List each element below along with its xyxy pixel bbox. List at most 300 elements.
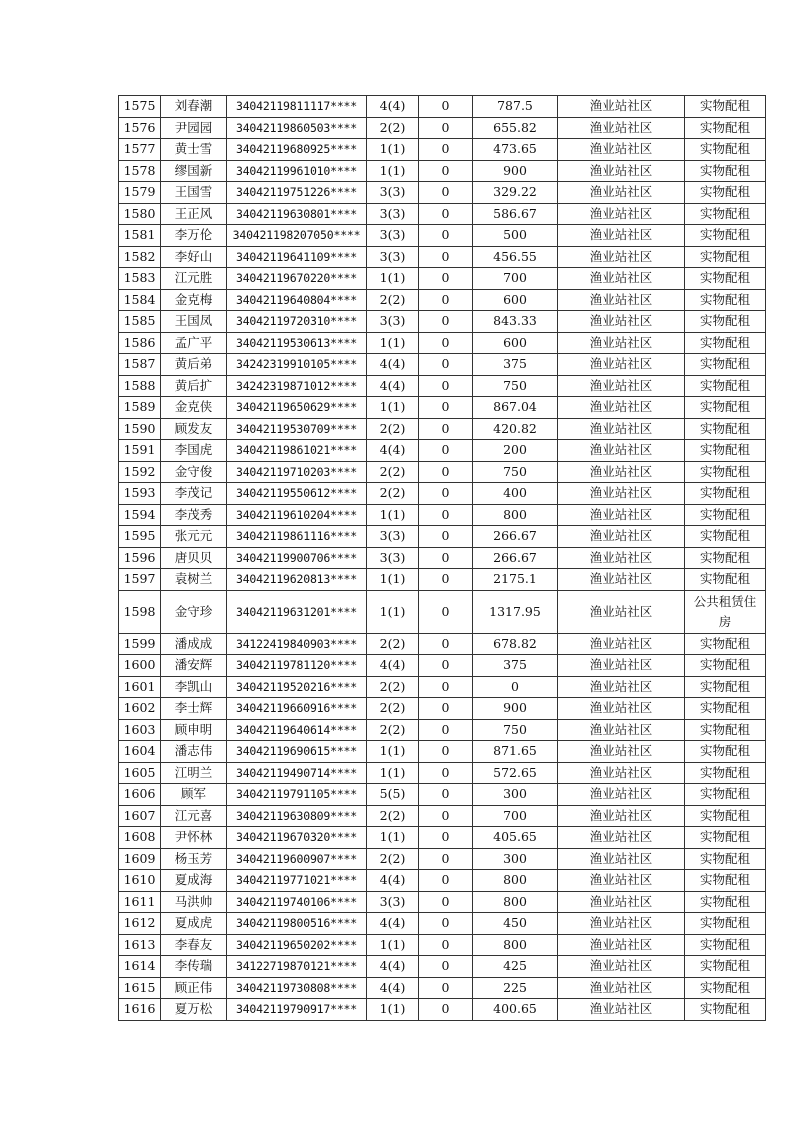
table-row (119, 354, 766, 376)
amount-cell: 375 (473, 354, 558, 376)
household-size-cell: 3(3) (367, 225, 419, 247)
name-cell: 李春友 (161, 934, 227, 956)
zero-column-cell: 0 (419, 805, 473, 827)
amount-cell: 700 (473, 805, 558, 827)
name-cell: 潘成成 (161, 633, 227, 655)
row-number-cell: 1591 (119, 440, 161, 462)
id-number-cell: 34122419840903**** (227, 633, 367, 655)
name-cell: 顾正伟 (161, 977, 227, 999)
zero-column-cell: 0 (419, 139, 473, 161)
amount-cell: 787.5 (473, 96, 558, 118)
table-row (119, 827, 766, 849)
amount-cell: 750 (473, 461, 558, 483)
name-cell: 潘志伟 (161, 741, 227, 763)
zero-column-cell: 0 (419, 956, 473, 978)
id-number-cell: 34042119751226**** (227, 182, 367, 204)
zero-column-cell: 0 (419, 762, 473, 784)
table-row (119, 504, 766, 526)
id-number-cell: 34042119630801**** (227, 203, 367, 225)
amount-cell: 329.22 (473, 182, 558, 204)
household-size-cell: 4(4) (367, 913, 419, 935)
table-row (119, 956, 766, 978)
table-row (119, 590, 766, 633)
id-number-cell: 34042119790917**** (227, 999, 367, 1021)
table-row (119, 182, 766, 204)
table-row (119, 569, 766, 591)
allocation-type-cell: 实物配租 (685, 956, 766, 978)
household-size-cell: 4(4) (367, 96, 419, 118)
id-number-cell: 34042119631201**** (227, 590, 367, 633)
row-number-cell: 1606 (119, 784, 161, 806)
household-size-cell: 4(4) (367, 655, 419, 677)
community-cell: 渔业站社区 (558, 332, 685, 354)
id-number-cell: 34042119660916**** (227, 698, 367, 720)
allocation-type-cell: 实物配租 (685, 977, 766, 999)
id-number-cell: 34042119650629**** (227, 397, 367, 419)
name-cell: 李好山 (161, 246, 227, 268)
name-cell: 王国凤 (161, 311, 227, 333)
zero-column-cell: 0 (419, 289, 473, 311)
household-size-cell: 1(1) (367, 934, 419, 956)
amount-cell: 266.67 (473, 526, 558, 548)
amount-cell: 800 (473, 934, 558, 956)
zero-column-cell: 0 (419, 375, 473, 397)
row-number-cell: 1584 (119, 289, 161, 311)
row-number-cell: 1593 (119, 483, 161, 505)
zero-column-cell: 0 (419, 504, 473, 526)
allocation-type-cell: 实物配租 (685, 311, 766, 333)
allocation-type-cell: 实物配租 (685, 332, 766, 354)
household-size-cell: 1(1) (367, 999, 419, 1021)
allocation-type-cell: 实物配租 (685, 504, 766, 526)
amount-cell: 600 (473, 332, 558, 354)
id-number-cell: 34042119861116**** (227, 526, 367, 548)
community-cell: 渔业站社区 (558, 827, 685, 849)
household-size-cell: 2(2) (367, 117, 419, 139)
community-cell: 渔业站社区 (558, 117, 685, 139)
amount-cell: 586.67 (473, 203, 558, 225)
id-number-cell: 34042119800516**** (227, 913, 367, 935)
zero-column-cell: 0 (419, 870, 473, 892)
zero-column-cell: 0 (419, 117, 473, 139)
allocation-type-cell: 实物配租 (685, 440, 766, 462)
row-number-cell: 1589 (119, 397, 161, 419)
household-size-cell: 2(2) (367, 698, 419, 720)
id-number-cell: 34242319871012**** (227, 375, 367, 397)
household-size-cell: 1(1) (367, 569, 419, 591)
amount-cell: 1317.95 (473, 590, 558, 633)
id-number-cell: 34042119610204**** (227, 504, 367, 526)
household-size-cell: 3(3) (367, 891, 419, 913)
name-cell: 顾发友 (161, 418, 227, 440)
community-cell: 渔业站社区 (558, 440, 685, 462)
household-size-cell: 2(2) (367, 676, 419, 698)
community-cell: 渔业站社区 (558, 311, 685, 333)
name-cell: 江元喜 (161, 805, 227, 827)
community-cell: 渔业站社区 (558, 246, 685, 268)
id-number-cell: 34242319910105**** (227, 354, 367, 376)
row-number-cell: 1611 (119, 891, 161, 913)
allocation-type-cell: 实物配租 (685, 160, 766, 182)
allocation-type-cell: 实物配租 (685, 117, 766, 139)
community-cell: 渔业站社区 (558, 96, 685, 118)
id-number-cell: 340421198207050**** (227, 225, 367, 247)
zero-column-cell: 0 (419, 784, 473, 806)
table-row (119, 268, 766, 290)
zero-column-cell: 0 (419, 741, 473, 763)
row-number-cell: 1608 (119, 827, 161, 849)
zero-column-cell: 0 (419, 913, 473, 935)
name-cell: 夏成虎 (161, 913, 227, 935)
table-row (119, 160, 766, 182)
allocation-type-cell: 实物配租 (685, 805, 766, 827)
row-number-cell: 1577 (119, 139, 161, 161)
table-row (119, 375, 766, 397)
household-size-cell: 2(2) (367, 418, 419, 440)
table-row (119, 117, 766, 139)
allocation-type-cell: 实物配租 (685, 203, 766, 225)
row-number-cell: 1592 (119, 461, 161, 483)
allocation-type-cell: 实物配租 (685, 891, 766, 913)
name-cell: 李国虎 (161, 440, 227, 462)
id-number-cell: 34042119640614**** (227, 719, 367, 741)
amount-cell: 655.82 (473, 117, 558, 139)
zero-column-cell: 0 (419, 440, 473, 462)
community-cell: 渔业站社区 (558, 289, 685, 311)
amount-cell: 400 (473, 483, 558, 505)
allocation-type-cell: 实物配租 (685, 934, 766, 956)
name-cell: 黄后扩 (161, 375, 227, 397)
zero-column-cell: 0 (419, 332, 473, 354)
zero-column-cell: 0 (419, 354, 473, 376)
community-cell: 渔业站社区 (558, 182, 685, 204)
table-row (119, 999, 766, 1021)
name-cell: 李凯山 (161, 676, 227, 698)
community-cell: 渔业站社区 (558, 719, 685, 741)
row-number-cell: 1604 (119, 741, 161, 763)
community-cell: 渔业站社区 (558, 762, 685, 784)
amount-cell: 600 (473, 289, 558, 311)
zero-column-cell: 0 (419, 526, 473, 548)
zero-column-cell: 0 (419, 182, 473, 204)
zero-column-cell: 0 (419, 461, 473, 483)
community-cell: 渔业站社区 (558, 934, 685, 956)
name-cell: 张元元 (161, 526, 227, 548)
community-cell: 渔业站社区 (558, 590, 685, 633)
name-cell: 李茂记 (161, 483, 227, 505)
household-size-cell: 4(4) (367, 440, 419, 462)
community-cell: 渔业站社区 (558, 139, 685, 161)
amount-cell: 456.55 (473, 246, 558, 268)
community-cell: 渔业站社区 (558, 676, 685, 698)
id-number-cell: 34042119640804**** (227, 289, 367, 311)
zero-column-cell: 0 (419, 977, 473, 999)
household-size-cell: 2(2) (367, 483, 419, 505)
zero-column-cell: 0 (419, 848, 473, 870)
household-size-cell: 3(3) (367, 526, 419, 548)
id-number-cell: 34042119710203**** (227, 461, 367, 483)
id-number-cell: 34042119961010**** (227, 160, 367, 182)
amount-cell: 750 (473, 719, 558, 741)
allocation-type-cell: 实物配租 (685, 246, 766, 268)
name-cell: 李传瑞 (161, 956, 227, 978)
row-number-cell: 1605 (119, 762, 161, 784)
amount-cell: 375 (473, 655, 558, 677)
community-cell: 渔业站社区 (558, 418, 685, 440)
allocation-type-cell: 实物配租 (685, 96, 766, 118)
table-row (119, 526, 766, 548)
row-number-cell: 1600 (119, 655, 161, 677)
household-size-cell: 1(1) (367, 397, 419, 419)
id-number-cell: 34042119900706**** (227, 547, 367, 569)
table-row (119, 655, 766, 677)
household-size-cell: 1(1) (367, 139, 419, 161)
community-cell: 渔业站社区 (558, 784, 685, 806)
name-cell: 金守珍 (161, 590, 227, 633)
row-number-cell: 1598 (119, 590, 161, 633)
amount-cell: 266.67 (473, 547, 558, 569)
household-size-cell: 1(1) (367, 504, 419, 526)
row-number-cell: 1590 (119, 418, 161, 440)
community-cell: 渔业站社区 (558, 354, 685, 376)
name-cell: 王国雪 (161, 182, 227, 204)
table-row (119, 547, 766, 569)
amount-cell: 700 (473, 268, 558, 290)
table-row (119, 440, 766, 462)
amount-cell: 900 (473, 698, 558, 720)
amount-cell: 900 (473, 160, 558, 182)
table-row (119, 311, 766, 333)
row-number-cell: 1581 (119, 225, 161, 247)
table-row (119, 698, 766, 720)
amount-cell: 572.65 (473, 762, 558, 784)
amount-cell: 800 (473, 504, 558, 526)
allocation-type-cell: 实物配租 (685, 741, 766, 763)
household-size-cell: 4(4) (367, 977, 419, 999)
community-cell: 渔业站社区 (558, 655, 685, 677)
household-size-cell: 1(1) (367, 160, 419, 182)
household-size-cell: 2(2) (367, 719, 419, 741)
household-size-cell: 2(2) (367, 461, 419, 483)
household-size-cell: 2(2) (367, 848, 419, 870)
table-row (119, 934, 766, 956)
table-row (119, 784, 766, 806)
table-body (119, 96, 766, 1021)
table-row (119, 805, 766, 827)
row-number-cell: 1595 (119, 526, 161, 548)
allocation-type-cell: 实物配租 (685, 698, 766, 720)
community-cell: 渔业站社区 (558, 225, 685, 247)
amount-cell: 300 (473, 784, 558, 806)
table-row (119, 418, 766, 440)
allocation-type-cell: 实物配租 (685, 827, 766, 849)
zero-column-cell: 0 (419, 569, 473, 591)
zero-column-cell: 0 (419, 246, 473, 268)
name-cell: 李士辉 (161, 698, 227, 720)
name-cell: 夏成海 (161, 870, 227, 892)
household-size-cell: 3(3) (367, 311, 419, 333)
amount-cell: 678.82 (473, 633, 558, 655)
allocation-type-cell: 实物配租 (685, 676, 766, 698)
household-size-cell: 3(3) (367, 203, 419, 225)
amount-cell: 500 (473, 225, 558, 247)
row-number-cell: 1603 (119, 719, 161, 741)
amount-cell: 450 (473, 913, 558, 935)
table-row (119, 977, 766, 999)
table-row (119, 762, 766, 784)
name-cell: 杨玉芳 (161, 848, 227, 870)
allocation-type-cell: 实物配租 (685, 375, 766, 397)
zero-column-cell: 0 (419, 311, 473, 333)
community-cell: 渔业站社区 (558, 397, 685, 419)
household-size-cell: 1(1) (367, 827, 419, 849)
household-size-cell: 3(3) (367, 547, 419, 569)
amount-cell: 300 (473, 848, 558, 870)
allocation-type-cell: 实物配租 (685, 268, 766, 290)
id-number-cell: 34042119630809**** (227, 805, 367, 827)
community-cell: 渔业站社区 (558, 268, 685, 290)
row-number-cell: 1596 (119, 547, 161, 569)
amount-cell: 800 (473, 891, 558, 913)
housing-allocation-table (118, 95, 766, 1021)
amount-cell: 750 (473, 375, 558, 397)
zero-column-cell: 0 (419, 934, 473, 956)
table-row (119, 225, 766, 247)
allocation-type-cell: 实物配租 (685, 526, 766, 548)
amount-cell: 843.33 (473, 311, 558, 333)
zero-column-cell: 0 (419, 827, 473, 849)
household-size-cell: 4(4) (367, 956, 419, 978)
household-size-cell: 1(1) (367, 762, 419, 784)
table-row (119, 461, 766, 483)
table-row (119, 633, 766, 655)
community-cell: 渔业站社区 (558, 483, 685, 505)
household-size-cell: 4(4) (367, 375, 419, 397)
allocation-type-cell: 实物配租 (685, 418, 766, 440)
row-number-cell: 1610 (119, 870, 161, 892)
row-number-cell: 1594 (119, 504, 161, 526)
name-cell: 马洪帅 (161, 891, 227, 913)
row-number-cell: 1575 (119, 96, 161, 118)
name-cell: 江元胜 (161, 268, 227, 290)
id-number-cell: 34042119650202**** (227, 934, 367, 956)
amount-cell: 420.82 (473, 418, 558, 440)
zero-column-cell: 0 (419, 999, 473, 1021)
household-size-cell: 1(1) (367, 332, 419, 354)
amount-cell: 867.04 (473, 397, 558, 419)
row-number-cell: 1614 (119, 956, 161, 978)
table-row (119, 676, 766, 698)
table-row (119, 332, 766, 354)
allocation-type-cell: 实物配租 (685, 547, 766, 569)
name-cell: 袁树兰 (161, 569, 227, 591)
zero-column-cell: 0 (419, 483, 473, 505)
name-cell: 顾军 (161, 784, 227, 806)
household-size-cell: 4(4) (367, 870, 419, 892)
table-row (119, 741, 766, 763)
allocation-type-cell: 实物配租 (685, 397, 766, 419)
name-cell: 江明兰 (161, 762, 227, 784)
household-size-cell: 4(4) (367, 354, 419, 376)
name-cell: 顾申明 (161, 719, 227, 741)
allocation-type-cell: 公共租赁住房 (685, 590, 766, 633)
row-number-cell: 1609 (119, 848, 161, 870)
amount-cell: 0 (473, 676, 558, 698)
row-number-cell: 1576 (119, 117, 161, 139)
household-size-cell: 2(2) (367, 805, 419, 827)
row-number-cell: 1599 (119, 633, 161, 655)
name-cell: 孟广平 (161, 332, 227, 354)
id-number-cell: 34042119730808**** (227, 977, 367, 999)
id-number-cell: 34042119720310**** (227, 311, 367, 333)
name-cell: 王正风 (161, 203, 227, 225)
zero-column-cell: 0 (419, 397, 473, 419)
community-cell: 渔业站社区 (558, 160, 685, 182)
community-cell: 渔业站社区 (558, 891, 685, 913)
community-cell: 渔业站社区 (558, 805, 685, 827)
community-cell: 渔业站社区 (558, 870, 685, 892)
id-number-cell: 34042119811117**** (227, 96, 367, 118)
name-cell: 黄士雪 (161, 139, 227, 161)
household-size-cell: 2(2) (367, 633, 419, 655)
community-cell: 渔业站社区 (558, 526, 685, 548)
row-number-cell: 1588 (119, 375, 161, 397)
amount-cell: 405.65 (473, 827, 558, 849)
allocation-type-cell: 实物配租 (685, 139, 766, 161)
id-number-cell: 34042119550612**** (227, 483, 367, 505)
community-cell: 渔业站社区 (558, 848, 685, 870)
id-number-cell: 34042119670220**** (227, 268, 367, 290)
table-row (119, 483, 766, 505)
id-number-cell: 34042119860503**** (227, 117, 367, 139)
amount-cell: 400.65 (473, 999, 558, 1021)
household-size-cell: 5(5) (367, 784, 419, 806)
table-row (119, 870, 766, 892)
household-size-cell: 3(3) (367, 182, 419, 204)
amount-cell: 800 (473, 870, 558, 892)
name-cell: 李万伦 (161, 225, 227, 247)
row-number-cell: 1601 (119, 676, 161, 698)
zero-column-cell: 0 (419, 633, 473, 655)
row-number-cell: 1578 (119, 160, 161, 182)
community-cell: 渔业站社区 (558, 375, 685, 397)
zero-column-cell: 0 (419, 268, 473, 290)
community-cell: 渔业站社区 (558, 913, 685, 935)
community-cell: 渔业站社区 (558, 547, 685, 569)
row-number-cell: 1586 (119, 332, 161, 354)
allocation-type-cell: 实物配租 (685, 848, 766, 870)
allocation-type-cell: 实物配租 (685, 483, 766, 505)
allocation-type-cell: 实物配租 (685, 225, 766, 247)
amount-cell: 200 (473, 440, 558, 462)
row-number-cell: 1607 (119, 805, 161, 827)
household-size-cell: 1(1) (367, 268, 419, 290)
community-cell: 渔业站社区 (558, 741, 685, 763)
community-cell: 渔业站社区 (558, 569, 685, 591)
amount-cell: 871.65 (473, 741, 558, 763)
row-number-cell: 1587 (119, 354, 161, 376)
zero-column-cell: 0 (419, 655, 473, 677)
community-cell: 渔业站社区 (558, 698, 685, 720)
amount-cell: 473.65 (473, 139, 558, 161)
id-number-cell: 34042119740106**** (227, 891, 367, 913)
zero-column-cell: 0 (419, 547, 473, 569)
row-number-cell: 1613 (119, 934, 161, 956)
table-row (119, 848, 766, 870)
name-cell: 金守俊 (161, 461, 227, 483)
table-row (119, 203, 766, 225)
name-cell: 潘安辉 (161, 655, 227, 677)
